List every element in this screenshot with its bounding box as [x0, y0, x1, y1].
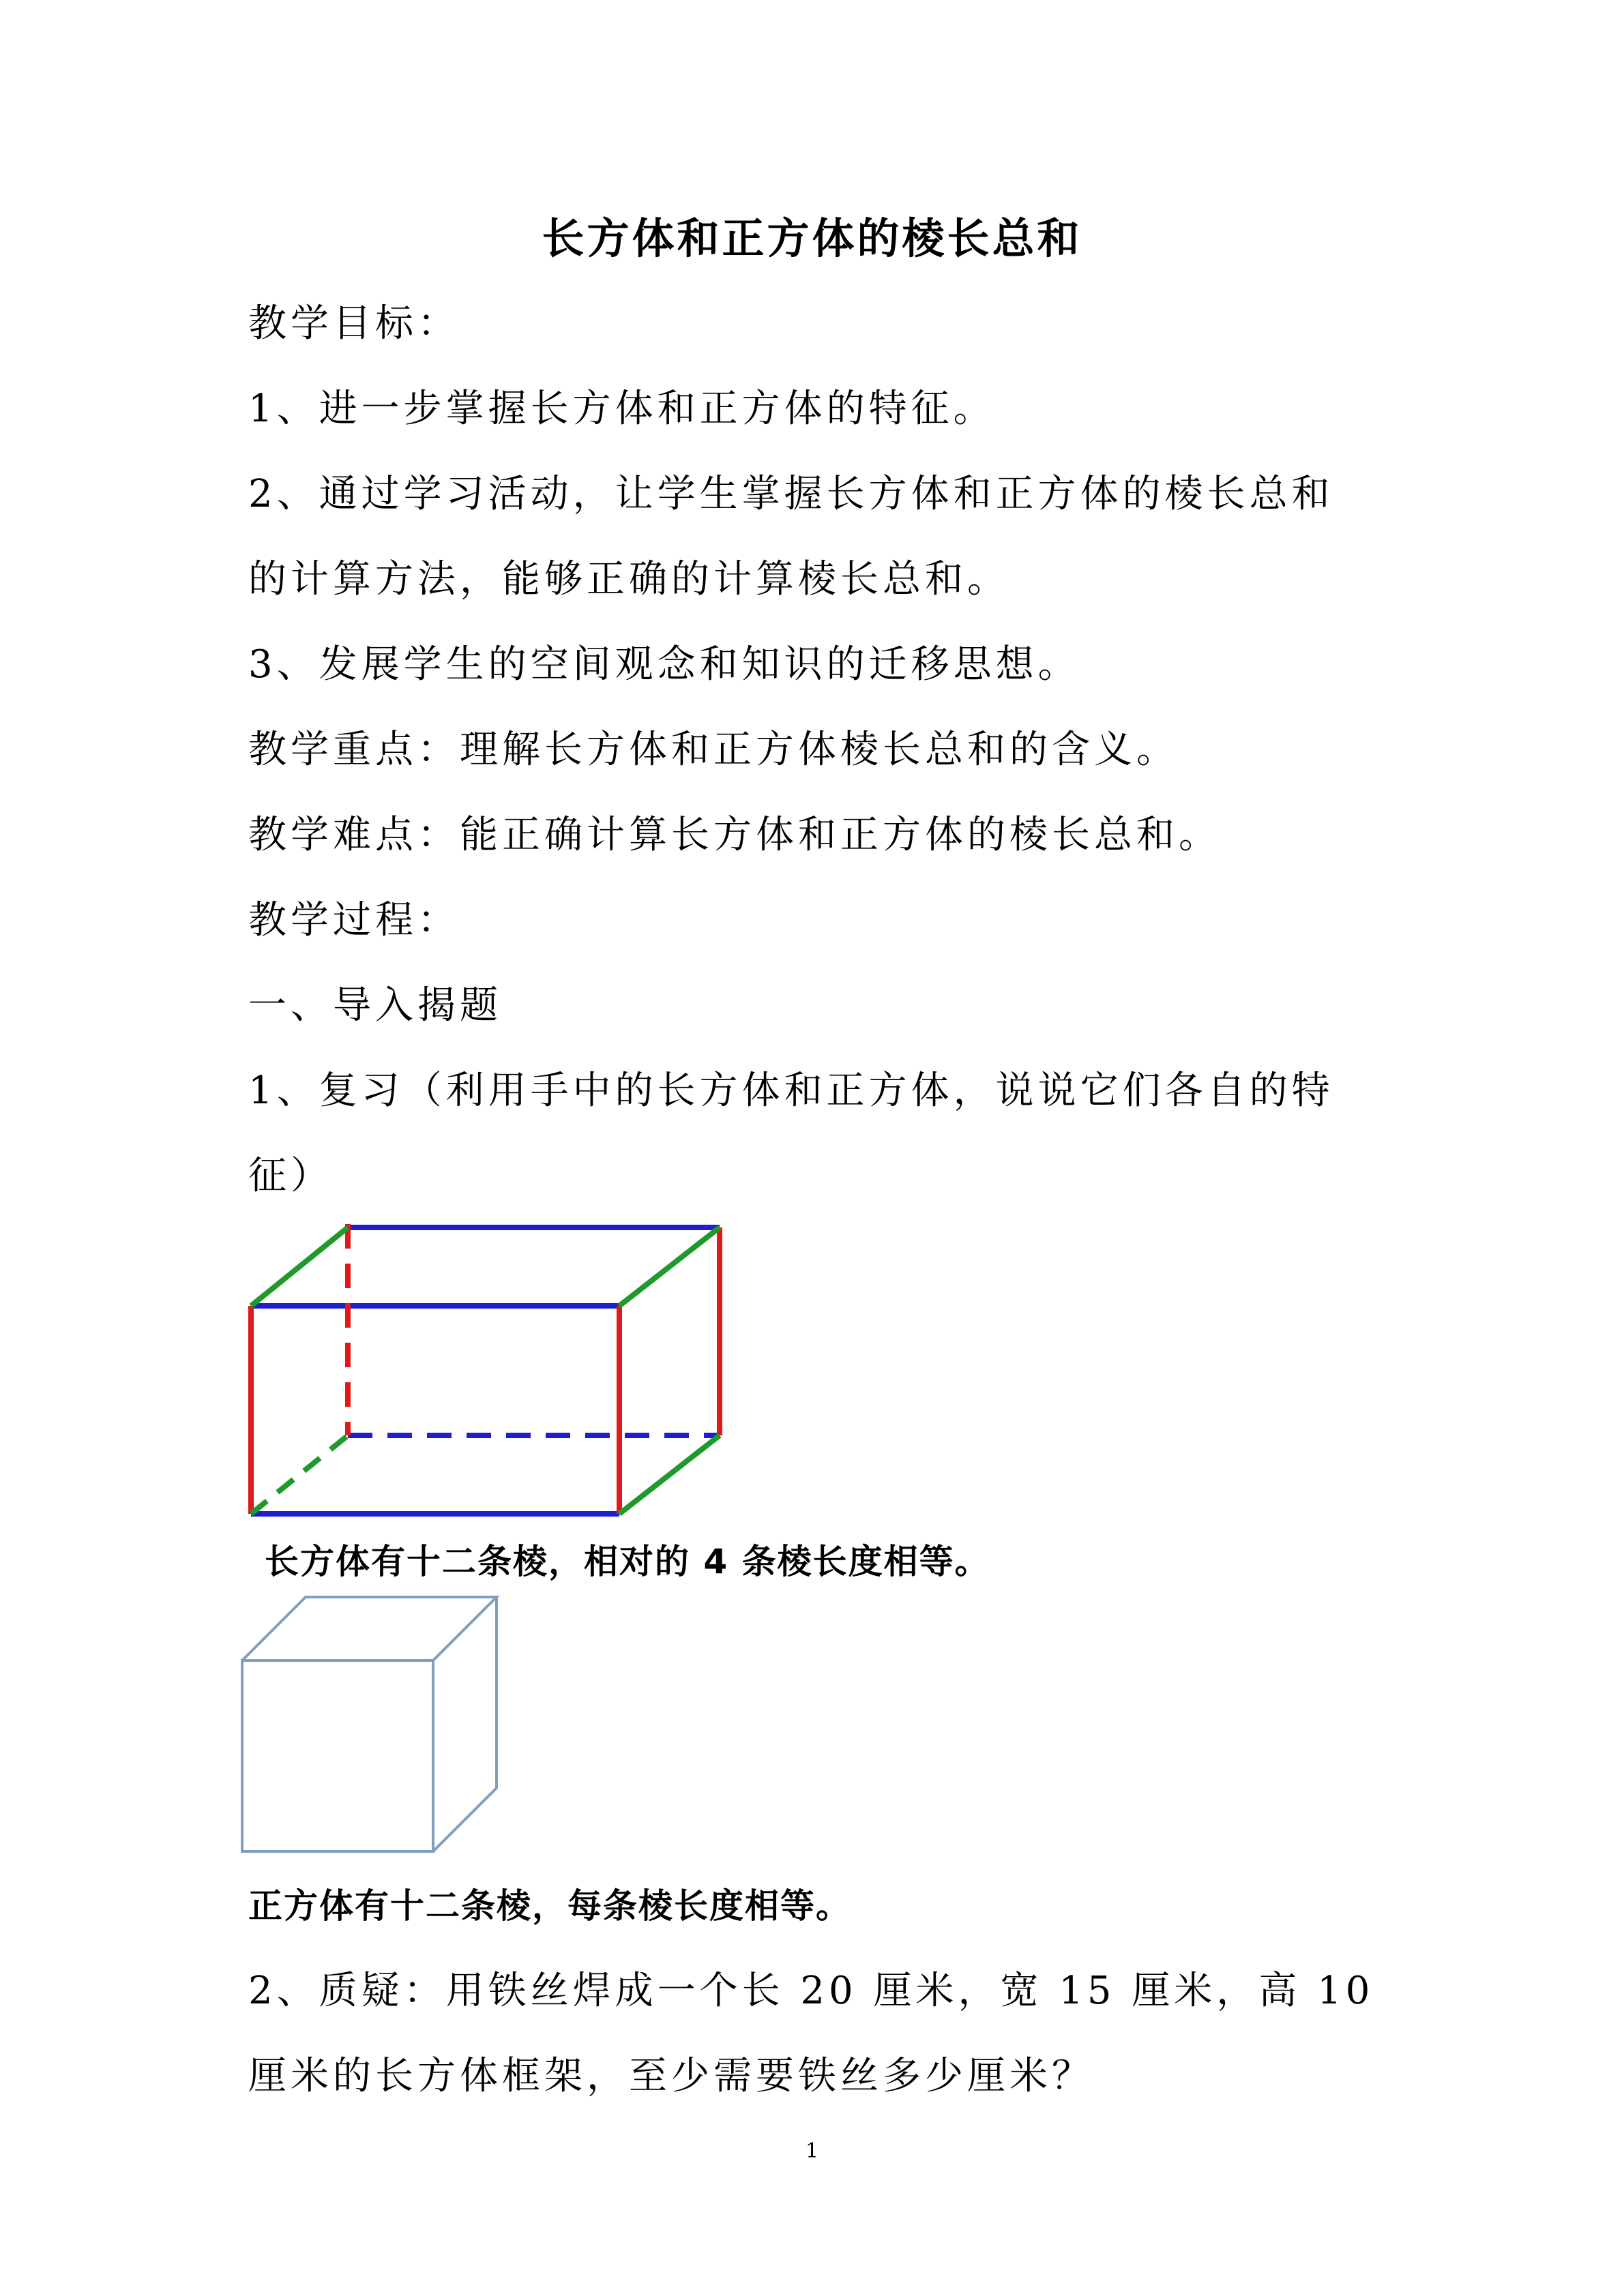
goal-item-1: 1、进一步掌握长方体和正方体的特征。 — [248, 387, 996, 431]
cube-side-face — [433, 1597, 497, 1851]
difficulty-point: 教学难点：能正确计算长方体和正方体的棱长总和。 — [248, 813, 1221, 857]
page-number: 1 — [805, 2139, 819, 2163]
process-heading: 教学过程： — [248, 898, 460, 942]
review-line-2: 征） — [248, 1154, 333, 1198]
goal-heading: 教学目标： — [248, 301, 460, 346]
key-point: 教学重点：理解长方体和正方体棱长总和的含义。 — [248, 728, 1179, 772]
review-line-1: 1、复习（利用手中的长方体和正方体，说说它们各自的特 — [248, 1069, 1334, 1113]
section-1-heading: 一、导入揭题 — [248, 983, 502, 1028]
cube-caption: 正方体有十二条棱，每条棱长度相等。 — [248, 1886, 851, 1926]
question-line-1: 2、质疑：用铁丝焊成一个长 20 厘米，宽 15 厘米，高 10 — [248, 1969, 1374, 2013]
cube-top-face — [242, 1597, 497, 1660]
goal-item-3: 3、发展学生的空间观念和知识的迁移思想。 — [248, 642, 1080, 687]
goal-item-2-line-1: 2、通过学习活动，让学生掌握长方体和正方体的棱长总和 — [248, 472, 1334, 516]
cube-front-face — [242, 1660, 433, 1851]
document-title: 长方体和正方体的棱长总和 — [542, 213, 1082, 263]
goal-item-2-line-2: 的计算方法，能够正确的计算棱长总和。 — [248, 557, 1009, 601]
question-line-2: 厘米的长方体框架，至少需要铁丝多少厘米？ — [248, 2054, 1094, 2098]
cuboid-caption: 长方体有十二条棱，相对的 4 条棱长度相等。 — [265, 1542, 990, 1581]
